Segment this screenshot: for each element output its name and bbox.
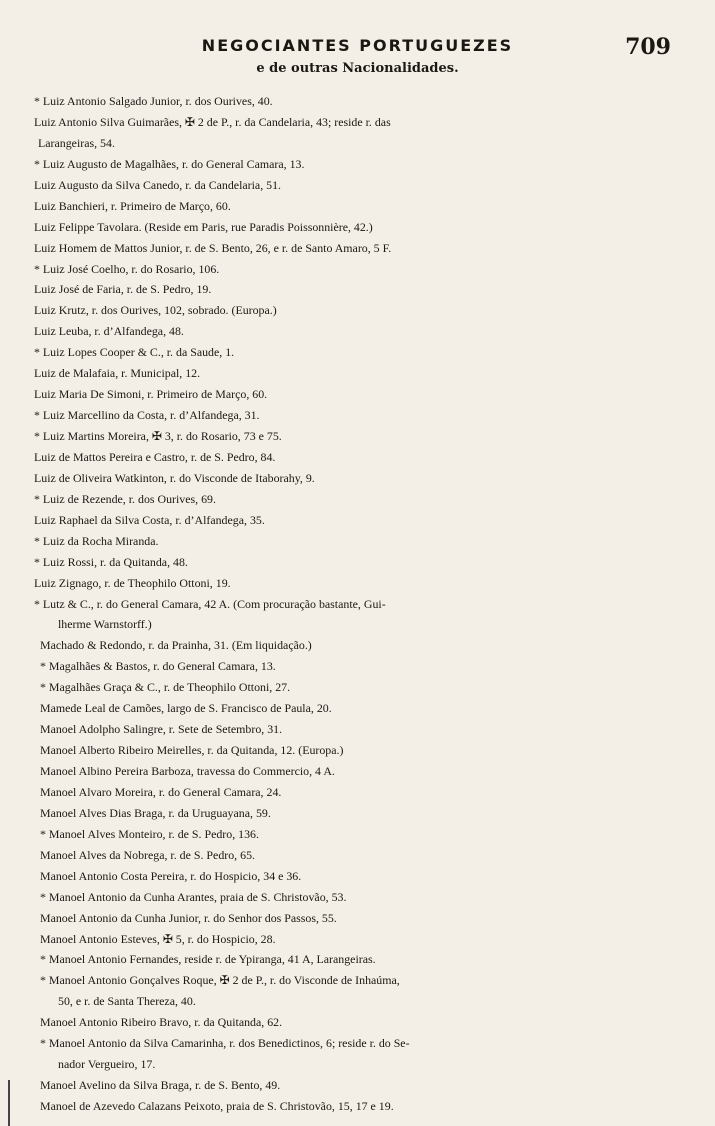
list-item: 50, e r. de Santa Thereza, 40. [58, 994, 196, 1009]
list-item: Manoel Albino Pereira Barboza, travessa do Commercio, 4 A. [40, 764, 335, 778]
list-item: * Luiz Augusto de Magalhães, r. do General Camara, 13. [34, 156, 305, 171]
list-item: Machado & Redondo, r. da Prainha, 31. (Em liquidação.) [40, 638, 312, 653]
list-item: * Luiz Marcellino da Costa, r. d’Alfandega, 31. [34, 408, 260, 423]
list-item: Luiz Raphael da Silva Costa, r. d’Alfandega, 35. [34, 512, 265, 527]
margin-rule [8, 1080, 10, 1126]
list-item: * Lutz & C., r. do General Camara, 42 A. (Com procuração bastante, Gui- [34, 596, 386, 611]
list-item: Manoel de Azevedo Calazans Peixoto, praia de S. Christovão, 15, 17 e 19. [40, 1099, 394, 1113]
list-item: * Manoel Antonio Fernandes, reside r. de Ypiranga, 41 A, Larangeiras. [40, 952, 376, 967]
list-item: Manoel Alberto Ribeiro Meirelles, r. da Quitanda, 12. (Europa.) [40, 743, 344, 758]
list-item: lherme Warnstorff.) [58, 617, 152, 632]
list-item: * Manoel Alves Monteiro, r. de S. Pedro, 136. [40, 826, 259, 841]
list-item: Luiz de Mattos Pereira e Castro, r. de S. Pedro, 84. [34, 449, 276, 464]
list-item: * Luiz da Rocha Miranda. [34, 533, 159, 548]
list-item: Manoel Alves Dias Braga, r. da Uruguayana, 59. [40, 805, 271, 820]
list-item: * Manoel Antonio Gonçalves Roque, ✠ 2 de P., r. do Visconde de Inhaúma, [40, 973, 400, 988]
list-item: Luiz Krutz, r. dos Ourives, 102, sobrado. (Europa.) [34, 303, 277, 318]
list-item: Luiz Homem de Mattos Junior, r. de S. Bento, 26, e r. de Santo Amaro, 5 F. [34, 240, 392, 255]
list-item: Luiz Zignago, r. de Theophilo Ottoni, 19. [34, 575, 231, 590]
list-item: Manoel Alves da Nobrega, r. de S. Pedro, 65. [40, 847, 255, 862]
list-item: * Luiz José Coelho, r. do Rosario, 106. [34, 261, 220, 276]
list-item: * Manoel Antonio da Silva Camarinha, r. dos Benedictinos, 6; reside r. do Se- [40, 1036, 410, 1051]
page-title: NEGOCIANTES PORTUGUEZES [201, 36, 514, 55]
list-item: * Magalhães Graça & C., r. de Theophilo Ottoni, 27. [40, 680, 291, 695]
merchant-list [0, 91, 715, 1117]
page-header [0, 34, 715, 88]
list-item: Manoel Alvaro Moreira, r. do General Camara, 24. [40, 784, 282, 799]
list-item: Luiz Banchieri, r. Primeiro de Março, 60. [34, 198, 231, 213]
list-item: Luiz José de Faria, r. de S. Pedro, 19. [34, 282, 212, 297]
list-item: Luiz Leuba, r. d’Alfandega, 48. [34, 324, 184, 339]
page-number: 709 [625, 34, 671, 60]
list-item: * Luiz Martins Moreira, ✠ 3, r. do Rosario, 73 e 75. [34, 429, 282, 443]
list-item: * Luiz Rossi, r. da Quitanda, 48. [34, 554, 188, 569]
list-item: nador Vergueiro, 17. [58, 1057, 156, 1072]
list-item: * Luiz Antonio Salgado Junior, r. dos Ourives, 40. [34, 94, 273, 108]
list-item: Manoel Avelino da Silva Braga, r. de S. Bento, 49. [40, 1078, 281, 1093]
list-item: * Luiz de Rezende, r. dos Ourives, 69. [34, 491, 216, 506]
list-item: Manoel Antonio Costa Pereira, r. do Hospicio, 34 e 36. [40, 868, 302, 883]
list-item: Manoel Antonio da Cunha Junior, r. do Senhor dos Passos, 55. [40, 910, 337, 925]
list-item: Manoel Antonio Ribeiro Bravo, r. da Quitanda, 62. [40, 1015, 283, 1030]
list-item: Luiz Antonio Silva Guimarães, ✠ 2 de P., r. da Candelaria, 43; reside r. das [34, 114, 391, 129]
page-subtitle: e de outras Nacionalidades. [256, 61, 459, 76]
list-item: Luiz de Oliveira Watkinton, r. do Visconde de Itaborahy, 9. [34, 470, 315, 485]
list-item: * Luiz Lopes Cooper & C., r. da Saude, 1. [34, 345, 235, 360]
list-item: Larangeiras, 54. [38, 135, 115, 150]
list-item: Manoel Antonio Esteves, ✠ 5, r. do Hospicio, 28. [40, 931, 276, 946]
list-item: Mamede Leal de Camões, largo de S. Francisco de Paula, 20. [40, 701, 332, 716]
list-item: Luiz de Malafaia, r. Municipal, 12. [34, 366, 201, 381]
list-item: Manoel Adolpho Salingre, r. Sete de Setembro, 31. [40, 722, 283, 737]
list-item: Luiz Felippe Tavolara. (Reside em Paris, rue Paradis Poissonnière, 42.) [34, 219, 373, 234]
list-item: * Manoel Antonio da Cunha Arantes, praia de S. Christovão, 53. [40, 889, 347, 904]
list-item: * Magalhães & Bastos, r. do General Camara, 13. [40, 659, 276, 674]
list-item: Luiz Maria De Simoni, r. Primeiro de Março, 60. [34, 387, 268, 402]
list-item: Luiz Augusto da Silva Canedo, r. da Candelaria, 51. [34, 177, 282, 192]
